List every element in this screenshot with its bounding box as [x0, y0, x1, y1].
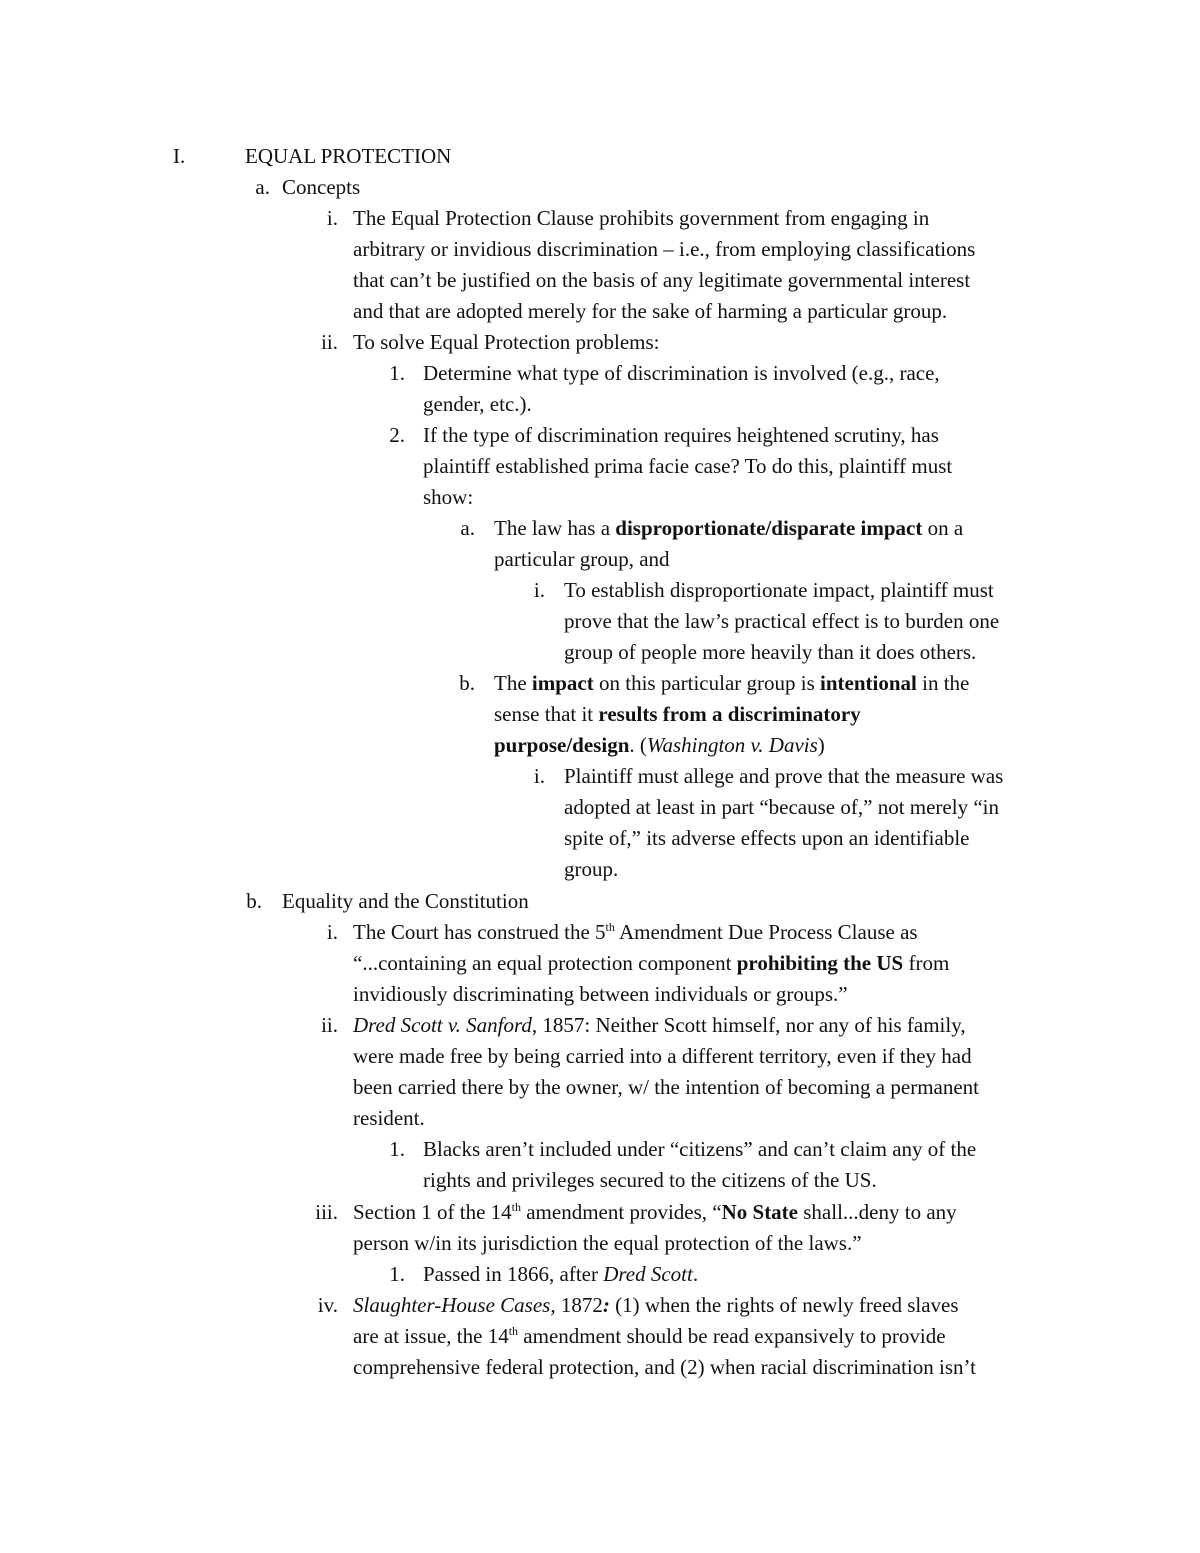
text-line: sense that it results from a discriminatory [494, 702, 861, 726]
item-marker: iv. [317, 1293, 338, 1317]
item-marker: i. [326, 206, 338, 230]
element-marker: b. [459, 671, 475, 695]
text-line: gender, etc.). [423, 392, 532, 416]
text-line: Blacks aren’t included under “citizens” and can’t claim any of the [423, 1137, 977, 1161]
item-marker: i. [533, 764, 545, 788]
case-citation: Dred Scott v. Sanford [353, 1013, 532, 1037]
text-line: To establish disproportionate impact, plaintiff must [564, 578, 994, 602]
text-line: Determine what type of discrimination is involved (e.g., race, [423, 361, 940, 385]
text-line: Passed in 1866, after Dred Scott. [423, 1262, 699, 1286]
subsection-heading: Equality and the Constitution [282, 889, 529, 913]
text-line: Plaintiff must allege and prove that the measure was [564, 764, 1004, 788]
element-marker: a. [460, 516, 475, 540]
case-citation: Slaughter-House Cases, [353, 1293, 556, 1317]
text-line: resident. [353, 1106, 425, 1130]
text-line: spite of,” its adverse effects upon an identifiable [564, 826, 970, 850]
text-line: Section 1 of the 14th amendment provides, “No State shall...deny to any [353, 1200, 957, 1224]
item-marker: iii. [315, 1200, 338, 1224]
text-line: purpose/design. (Washington v. Davis) [494, 733, 825, 757]
text-line: group. [564, 857, 619, 881]
text-line: show: [423, 485, 474, 509]
text-line: arbitrary or invidious discrimination – i.e., from employing classifications [353, 237, 976, 261]
text-line: comprehensive federal protection, and (2) when racial discrimination isn’t [353, 1355, 976, 1379]
text-line: that can’t be justified on the basis of any legitimate governmental interest [353, 268, 971, 292]
text-line: The impact on this particular group is intentional in the [494, 671, 970, 695]
text-line: rights and privileges secured to the citizens of the US. [423, 1168, 877, 1192]
item-marker: ii. [321, 330, 338, 354]
case-citation: Washington v. Davis [646, 733, 818, 757]
text-line: Dred Scott v. Sanford, 1857: Neither Scott himself, nor any of his family, [353, 1013, 966, 1037]
text-line: plaintiff established prima facie case? To do this, plaintiff must [423, 454, 953, 478]
text-line: group of people more heavily than it does others. [564, 640, 977, 664]
text-line: The law has a disproportionate/disparate impact on a [494, 516, 964, 540]
text-line: “...containing an equal protection component prohibiting the US from [353, 951, 950, 975]
item-marker: ii. [321, 1013, 338, 1037]
section-heading: EQUAL PROTECTION [245, 144, 452, 168]
step-marker: 1. [389, 361, 405, 385]
text-line: been carried there by the owner, w/ the intention of becoming a permanent [353, 1075, 980, 1099]
item-marker: i. [533, 578, 545, 602]
text-line: If the type of discrimination requires heightened scrutiny, has [423, 423, 939, 447]
text-line: Slaughter-House Cases, 1872: (1) when the rights of newly freed slaves [353, 1293, 959, 1317]
text-line: adopted at least in part “because of,” not merely “in [564, 795, 999, 819]
text-line: invidiously discriminating between individuals or groups.” [353, 982, 848, 1006]
text-line: The Equal Protection Clause prohibits government from engaging in [353, 206, 930, 230]
case-citation: Dred Scott [603, 1262, 693, 1286]
subsection-heading: Concepts [282, 175, 361, 199]
section-marker: I. [173, 144, 186, 168]
subsection-marker: b. [246, 889, 262, 913]
text-line: The Court has construed the 5th Amendment Due Process Clause as [353, 920, 918, 944]
text-line: and that are adopted merely for the sake of harming a particular group. [353, 299, 948, 323]
text-line: particular group, and [494, 547, 670, 571]
text-line: prove that the law’s practical effect is to burden one [564, 609, 1000, 633]
text-line: person w/in its jurisdiction the equal protection of the laws.” [353, 1231, 862, 1255]
subsection-marker: a. [255, 175, 270, 199]
item-marker: i. [326, 920, 338, 944]
step-marker: 1. [389, 1137, 405, 1161]
text-line: are at issue, the 14th amendment should be read expansively to provide [353, 1324, 946, 1348]
step-marker: 2. [389, 423, 405, 447]
text-line: were made free by being carried into a different territory, even if they had [353, 1044, 972, 1068]
text-line: To solve Equal Protection problems: [353, 330, 660, 354]
step-marker: 1. [389, 1262, 405, 1286]
